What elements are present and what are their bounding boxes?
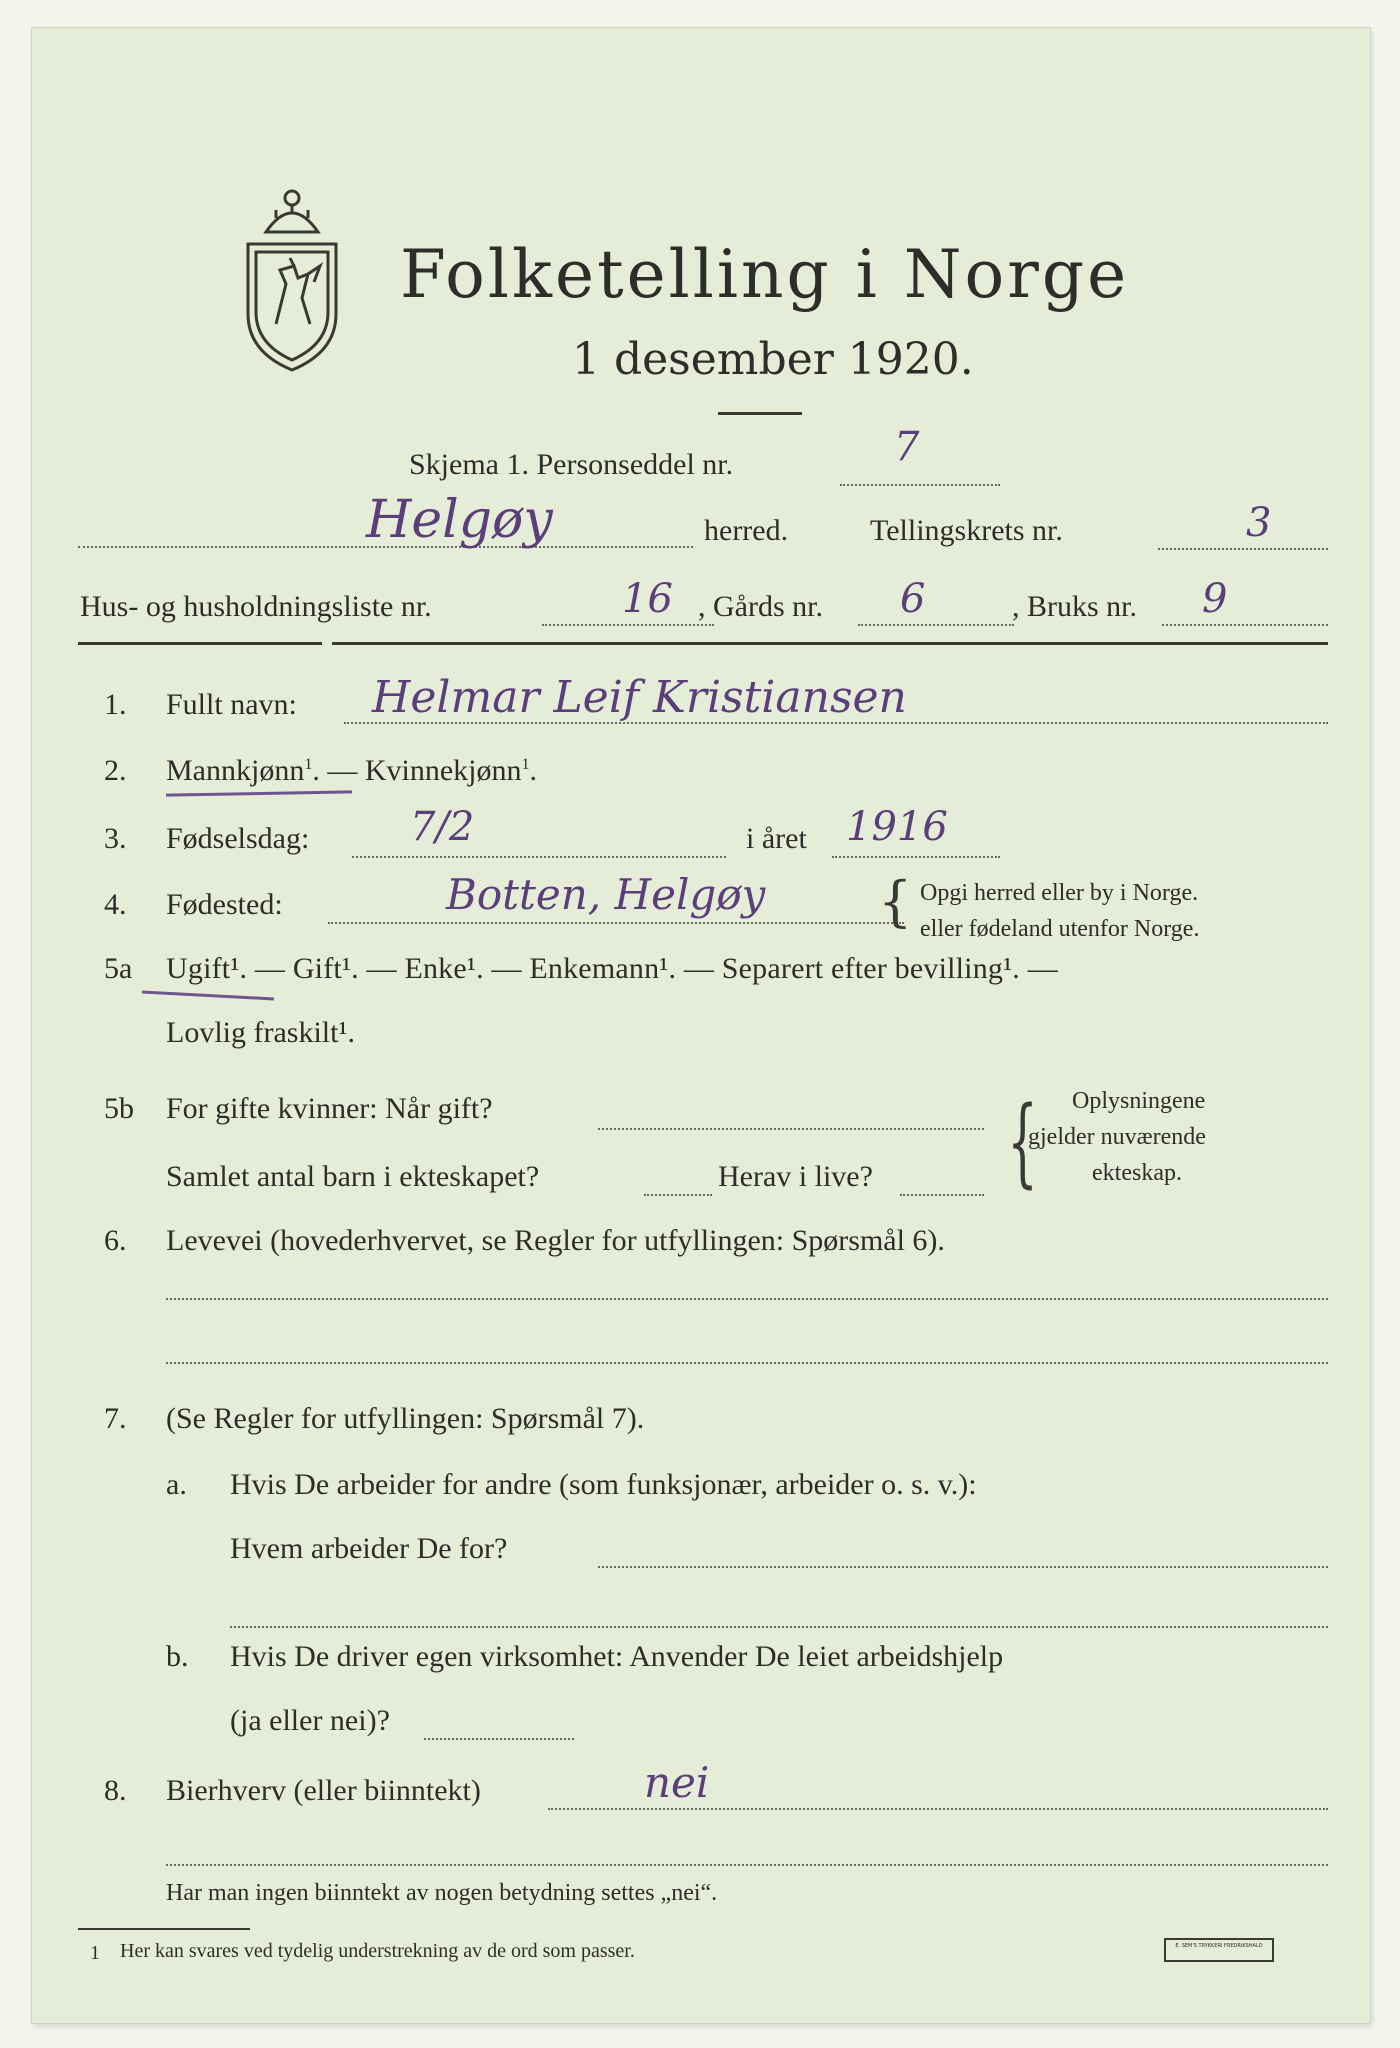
census-form-sheet	[32, 28, 1370, 2023]
q7b-question: (ja eller nei)?	[230, 1704, 390, 1737]
husliste-number[interactable]: 16	[622, 576, 673, 622]
q8-line-1	[548, 1808, 1328, 1810]
option-mannkjonn[interactable]: Mannkjønn	[166, 754, 305, 787]
q7-number: 7.	[104, 1402, 127, 1435]
q7a-text: Hvis De arbeider for andre (som funksjonær, arbeider o. s. v.):	[230, 1468, 977, 1501]
q5b-live-line	[900, 1194, 984, 1196]
husliste-line	[542, 624, 714, 626]
bierhverv-value[interactable]: nei	[644, 1758, 710, 1807]
bruks-label: , Bruks nr.	[1012, 590, 1138, 623]
bruks-line	[1162, 624, 1328, 626]
q3-label: Fødselsdag:	[166, 822, 310, 855]
gards-number[interactable]: 6	[900, 576, 926, 622]
q6-label: Levevei (hovederhvervet, se Regler for utfyllingen: Spørsmål 6).	[166, 1224, 945, 1257]
q3-day-line	[352, 856, 726, 858]
q4-note-1: Opgi herred eller by i Norge.	[920, 880, 1199, 906]
q7b-text: Hvis De driver egen virksomhet: Anvender De leiet arbeidshjelp	[230, 1640, 1004, 1673]
q6-line-1[interactable]	[166, 1298, 1328, 1300]
q5b-note-2: gjelder nuværende	[1028, 1124, 1206, 1150]
mannkjonn-underline	[166, 790, 352, 796]
gards-line	[858, 624, 1014, 626]
q5b-live-label: Herav i live?	[718, 1160, 873, 1193]
q5b-number: 5b	[104, 1092, 134, 1125]
footnote-rule	[78, 1928, 250, 1930]
q5a-number: 5a	[104, 952, 133, 985]
q5a-options[interactable]: Ugift¹. — Gift¹. — Enke¹. — Enkemann¹. — Separert efter bevilling¹. —	[166, 952, 1058, 985]
footnote-ref: 1	[521, 756, 530, 773]
q3-number: 3.	[104, 822, 127, 855]
q1-label: Fullt navn:	[166, 688, 297, 721]
skjema-label: Skjema 1. Personseddel nr.	[409, 448, 734, 481]
full-name-value[interactable]: Helmar Leif Kristiansen	[372, 672, 907, 723]
header-rule-left	[78, 642, 322, 645]
ugift-underline	[142, 991, 274, 1001]
option-kvinnekjonn[interactable]: Kvinnekjønn	[364, 754, 522, 787]
q2-number: 2.	[104, 754, 127, 787]
title-divider	[718, 412, 802, 415]
q8-number: 8.	[104, 1774, 127, 1807]
q5b-brace: {	[1007, 1086, 1038, 1198]
birthplace-value[interactable]: Botten, Helgøy	[446, 870, 766, 919]
q5b-barn-label: Samlet antal barn i ekteskapet?	[166, 1160, 540, 1193]
q7a-question: Hvem arbeider De for?	[230, 1532, 508, 1565]
q5b-line1: For gifte kvinner: Når gift?	[166, 1092, 493, 1125]
herred-label: herred.	[704, 514, 789, 547]
nei-note: Har man ingen biinntekt av nogen betydning settes „nei“.	[166, 1880, 718, 1906]
q8-line-2[interactable]	[166, 1864, 1328, 1866]
q7a-line-2[interactable]	[230, 1626, 1328, 1628]
q4-line	[328, 922, 904, 924]
tellingskrets-number[interactable]: 3	[1246, 500, 1272, 546]
header-rule-right	[332, 642, 1328, 645]
q6-number: 6.	[104, 1224, 127, 1257]
q7b-line[interactable]	[424, 1738, 574, 1740]
birth-year-value[interactable]: 1916	[846, 804, 948, 850]
q3-year-label: i året	[746, 822, 807, 855]
q7-label: (Se Regler for utfyllingen: Spørsmål 7).	[166, 1402, 645, 1435]
herred-value[interactable]: Helgøy	[366, 490, 553, 550]
q5a-options-line2[interactable]: Lovlig fraskilt¹.	[166, 1016, 355, 1049]
footnote-number: 1	[90, 1942, 100, 1964]
q5b-note-3: ekteskap.	[1092, 1160, 1182, 1186]
q7a-letter: a.	[166, 1468, 187, 1501]
form-title: Folketelling i Norge	[400, 236, 1130, 313]
q8-label: Bierhverv (eller biinntekt)	[166, 1774, 481, 1807]
census-date: 1 desember 1920.	[572, 334, 974, 385]
printer-stamp: E. SEM'S TRYKKERI FREDRIKSHALD	[1164, 1938, 1274, 1962]
q7a-line-1[interactable]	[598, 1566, 1328, 1568]
q3-year-line	[832, 856, 1000, 858]
q4-note-2: eller fødeland utenfor Norge.	[920, 916, 1200, 942]
personseddel-line	[840, 484, 1000, 486]
birth-day-value[interactable]: 7/2	[410, 804, 475, 850]
footnote-text: Her kan svares ved tydelig understrekning av de ord som passer.	[120, 1940, 635, 1962]
q6-line-2[interactable]	[166, 1362, 1328, 1364]
q4-number: 4.	[104, 888, 127, 921]
tellingskrets-label: Tellingskrets nr.	[870, 514, 1063, 547]
q5b-note-1: Oplysningene	[1072, 1088, 1206, 1114]
q4-label: Fødested:	[166, 888, 283, 921]
personseddel-number[interactable]: 7	[894, 424, 920, 470]
bruks-number[interactable]: 9	[1202, 576, 1228, 622]
footnote-ref: 1	[304, 756, 313, 773]
norwegian-coat-of-arms-icon	[236, 174, 348, 374]
q5b-nar-line	[598, 1128, 984, 1130]
option-separator: . —	[312, 754, 365, 787]
q1-number: 1.	[104, 688, 127, 721]
gards-label: , Gårds nr.	[698, 590, 823, 623]
q2-sex-options	[166, 754, 537, 788]
tellingskrets-line	[1158, 548, 1328, 550]
q7b-letter: b.	[166, 1640, 189, 1673]
q5b-barn-line	[644, 1194, 712, 1196]
option-end: .	[529, 754, 537, 787]
husliste-label: Hus- og husholdningsliste nr.	[80, 590, 432, 623]
q4-brace: {	[878, 870, 913, 933]
